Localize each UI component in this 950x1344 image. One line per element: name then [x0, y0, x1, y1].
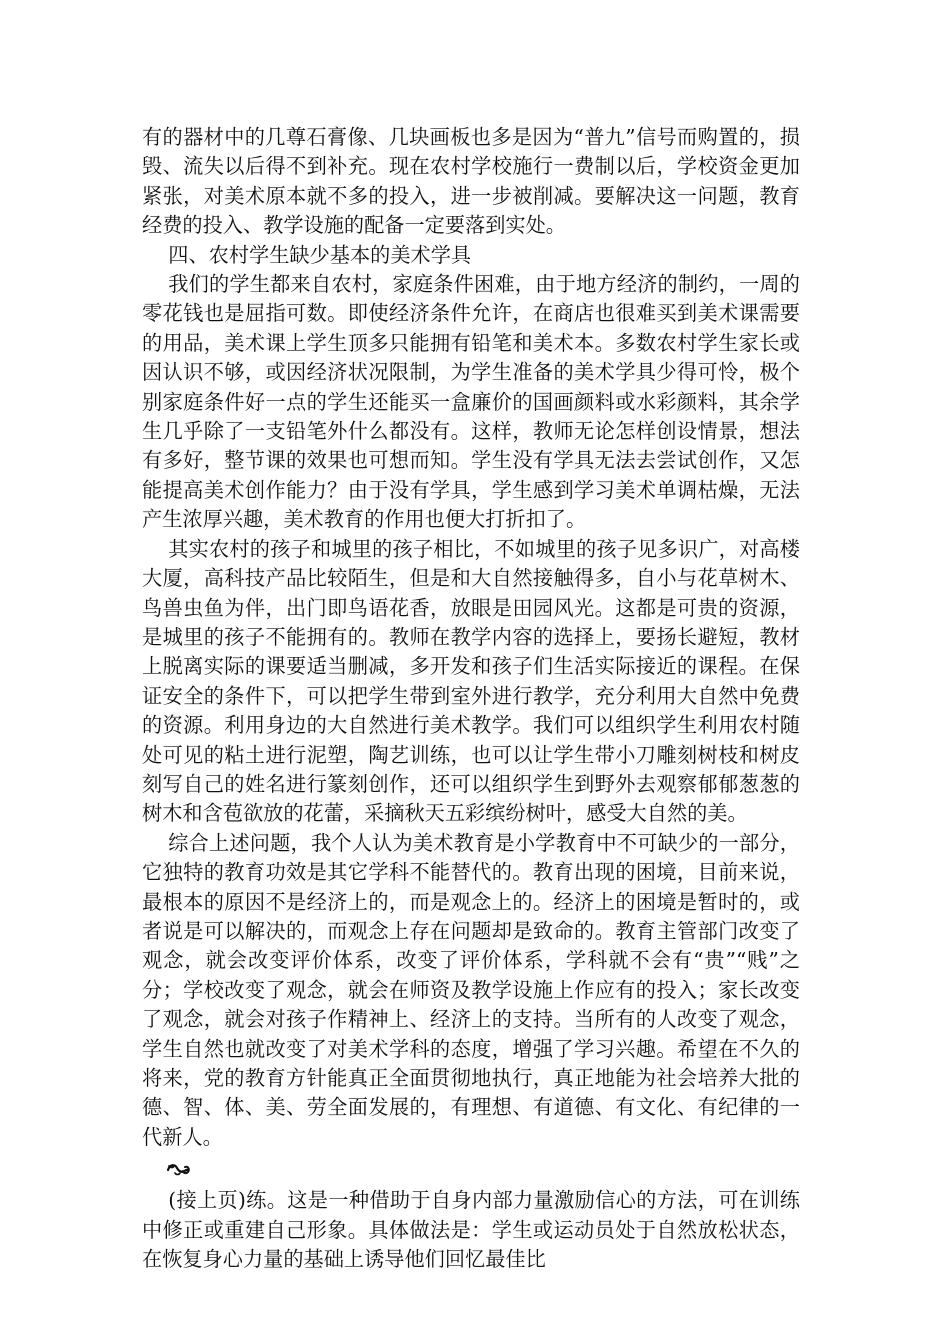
document-page — [142, 123, 800, 1274]
end-of-article-ornament-icon — [166, 1161, 192, 1177]
paragraph-conclusion: 综合上述问题，我个人认为美术教育是小学教育中不可缺少的一部分，它独特的教育功效是其它学科不能替代的。教育出现的困境，目前来说，最根本的原因不是经济上的，而是观念上的。经济上的困境是暂时的，或者说是可以解决的，而观念上存在问题却是致命的。教育主管部门改变了观念，就会改变评价体系，改变了评价体系，学科就不会有“贵”“贱”之分；学校改变了观念，就会在师资及教学设施上作应有的投入；家长改变了观念，就会对孩子作精神上、经济上的支持。当所有的人改变了观念，学生自然也就改变了对美术学科的态度，增强了学习兴趣。希望在不久的将来，党的教育方针能真正全面贯彻地执行，真正地能为社会培养大批的德、智、体、美、劳全面发展的，有理想、有道德、有文化、有纪律的一代新人。 — [142, 830, 800, 1149]
end-of-article-ornament — [142, 1152, 800, 1186]
section-heading-art-supplies: 四、农村学生缺少基本的美术学具 — [168, 242, 472, 267]
paragraph-continued-from-previous-page: (接上页)练。这是一种借助于自身内部力量激励信心的方法，可在训练中修正或重建自己形象。具体做法是：学生或运动员处于自然放松状态，在恢复身心力量的基础上诱导他们回忆最佳比 — [142, 1188, 800, 1272]
paragraph-rural-nature-resources: 其实农村的孩子和城里的孩子相比，不如城里的孩子见多识广，对高楼大厦，高科技产品比较陌生，但是和大自然接触得多，自小与花草树木、鸟兽虫鱼为伴，出门即鸟语花香，放眼是田园风光。这都是可贵的资源，是城里的孩子不能拥有的。教师在教学内容的选择上，要扬长避短，教材上脱离实际的课要适当删减，多开发和孩子们生活实际接近的课程。在保证安全的条件下，可以把学生带到室外进行教学，充分利用大自然中免费的资源。利用身边的大自然进行美术教学。我们可以组织学生利用农村随处可见的粘土进行泥塑，陶艺训练，也可以让学生带小刀雕刻树枝和树皮刻写自己的姓名进行篆刻创作，还可以组织学生到野外去观察郁郁葱葱的树木和含苞欲放的花蕾，采摘秋天五彩缤纷树叶，感受大自然的美。 — [142, 536, 800, 826]
paragraph-students-lack-supplies: 我们的学生都来自农村，家庭条件困难，由于地方经济的制约，一周的零花钱也是屈指可数。即使经济条件允许，在商店也很难买到美术课需要的用品，美术课上学生顶多只能拥有铅笔和美术本。多数农村学生家长或因认识不够，或因经济状况限制，为学生准备的美术学具少得可怜，极个别家庭条件好一点的学生还能买一盒廉价的国画颜料或水彩颜料，其余学生几乎除了一支铅笔外什么都没有。这样，教师无论怎样创设情景，想法有多好，整节课的效果也可想而知。学生没有学具无法去尝试创作，又怎能提高美术创作能力？由于没有学具，学生感到学习美术单调枯燥，无法产生浓厚兴趣，美术教育的作用也便大打折扣了。 — [142, 272, 800, 532]
paragraph-equipment-funding: 有的器材中的几尊石膏像、几块画板也多是因为“普九”信号而购置的，损毁、流失以后得不到补充。现在农村学校施行一费制以后，学校资金更加紧张，对美术原本就不多的投入，进一步被削减。要解决这一问题，教育经费的投入、教学设施的配备一定要落到实处。 — [142, 125, 800, 238]
